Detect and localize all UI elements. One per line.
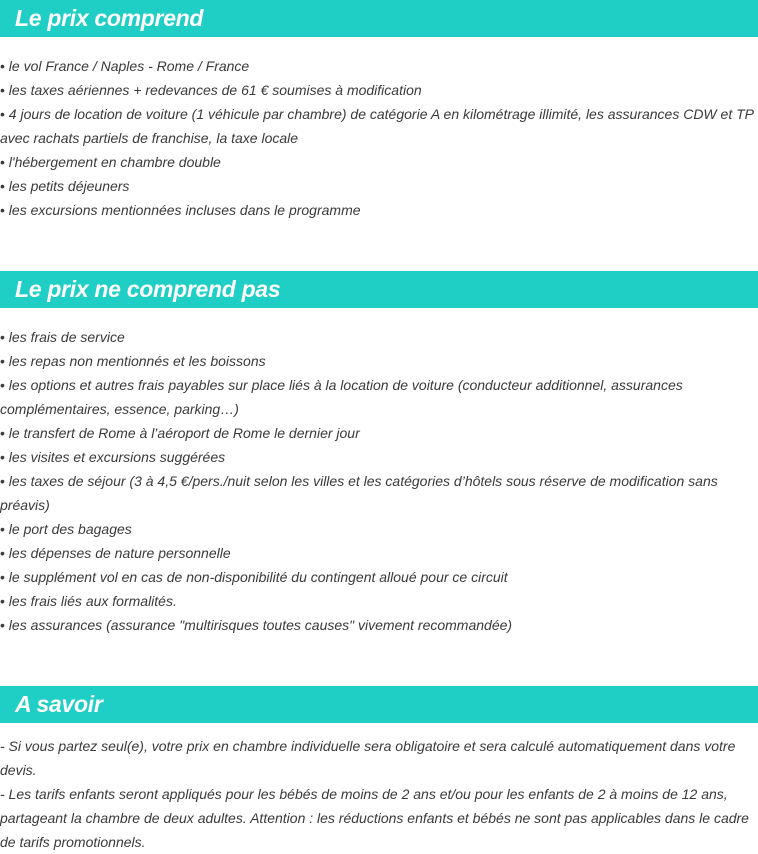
bullet-icon: • bbox=[0, 154, 5, 170]
bullet-icon: • bbox=[0, 353, 5, 369]
bullet-icon: • bbox=[0, 617, 5, 633]
list-item-text: les visites et excursions suggérées bbox=[8, 449, 226, 465]
section-title-included: Le prix comprend bbox=[15, 5, 204, 31]
list-item bbox=[0, 373, 754, 421]
list-item bbox=[0, 421, 754, 445]
list-item bbox=[0, 541, 754, 565]
bullet-icon: • bbox=[0, 82, 5, 98]
list-item bbox=[0, 150, 754, 174]
section-header-info bbox=[0, 686, 758, 723]
bullet-icon: • bbox=[0, 377, 5, 393]
bullet-icon: • bbox=[0, 178, 5, 194]
bullet-icon: • bbox=[0, 521, 5, 537]
list-item-text: l'hébergement en chambre double bbox=[8, 154, 221, 170]
list-item bbox=[0, 198, 754, 222]
bullet-icon: • bbox=[0, 545, 5, 561]
list-item-text: le transfert de Rome à l’aéroport de Rome le dernier jour bbox=[8, 425, 360, 441]
bullet-icon: • bbox=[0, 329, 5, 345]
list-item bbox=[0, 174, 754, 198]
list-item-text: les frais liés aux formalités. bbox=[8, 593, 177, 609]
list-item bbox=[0, 325, 754, 349]
list-item bbox=[0, 613, 754, 637]
list-item-text: le port des bagages bbox=[8, 521, 132, 537]
section-title-info: A savoir bbox=[15, 691, 103, 717]
excluded-list bbox=[0, 325, 754, 637]
list-item-text: 4 jours de location de voiture (1 véhicule par chambre) de catégorie A en kilométrage illimité, les assurances CDW et TP avec rachats partiels de franchise, la taxe locale bbox=[0, 106, 754, 146]
list-item bbox=[0, 78, 754, 102]
bullet-icon: • bbox=[0, 425, 5, 441]
list-item-text: les frais de service bbox=[8, 329, 125, 345]
section-title-excluded: Le prix ne comprend pas bbox=[15, 276, 281, 302]
list-item bbox=[0, 589, 754, 613]
list-item bbox=[0, 54, 754, 78]
list-item-text: les repas non mentionnés et les boissons bbox=[8, 353, 266, 369]
list-item bbox=[0, 102, 754, 150]
section-header-excluded bbox=[0, 271, 758, 308]
list-item bbox=[0, 565, 754, 589]
bullet-icon: • bbox=[0, 569, 5, 585]
info-paragraph: - Les tarifs enfants seront appliqués pour les bébés de moins de 2 ans et/ou pour les enfants de 2 à moins de 12 ans, partageant la chambre de deux adultes. Attention : les réductions enfants et bébés ne sont pas applicables dans le cadre de tarifs promotionnels. bbox=[0, 786, 749, 850]
bullet-icon: • bbox=[0, 106, 5, 122]
list-item-text: les taxes de séjour (3 à 4,5 €/pers./nuit selon les villes et les catégories d’hôtels sous réserve de modification sans préavis) bbox=[0, 473, 718, 513]
bullet-icon: • bbox=[0, 593, 5, 609]
bullet-icon: • bbox=[0, 473, 5, 489]
list-item bbox=[0, 445, 754, 469]
bullet-icon: • bbox=[0, 202, 5, 218]
included-list bbox=[0, 54, 754, 222]
list-item-text: les options et autres frais payables sur place liés à la location de voiture (conducteur additionnel, assurances complémentaires, essence, parking…) bbox=[0, 377, 683, 417]
list-item bbox=[0, 469, 754, 517]
list-item-text: le vol France / Naples - Rome / France bbox=[8, 58, 250, 74]
info-paragraph: - Si vous partez seul(e), votre prix en chambre individuelle sera obligatoire et sera calculé automatiquement dans votre devis. bbox=[0, 738, 736, 778]
list-item-text: les petits déjeuners bbox=[8, 178, 130, 194]
info-list bbox=[0, 734, 754, 854]
bullet-icon: • bbox=[0, 58, 5, 74]
list-item bbox=[0, 517, 754, 541]
list-item-text: les taxes aériennes + redevances de 61 € soumises à modification bbox=[8, 82, 422, 98]
list-item-text: le supplément vol en cas de non-disponibilité du contingent alloué pour ce circuit bbox=[8, 569, 508, 585]
bullet-icon: • bbox=[0, 449, 5, 465]
list-item bbox=[0, 349, 754, 373]
list-item-text: les dépenses de nature personnelle bbox=[8, 545, 231, 561]
list-item-text: les assurances (assurance "multirisques toutes causes" vivement recommandée) bbox=[8, 617, 513, 633]
list-item-text: les excursions mentionnées incluses dans le programme bbox=[8, 202, 361, 218]
section-header-included bbox=[0, 0, 758, 37]
